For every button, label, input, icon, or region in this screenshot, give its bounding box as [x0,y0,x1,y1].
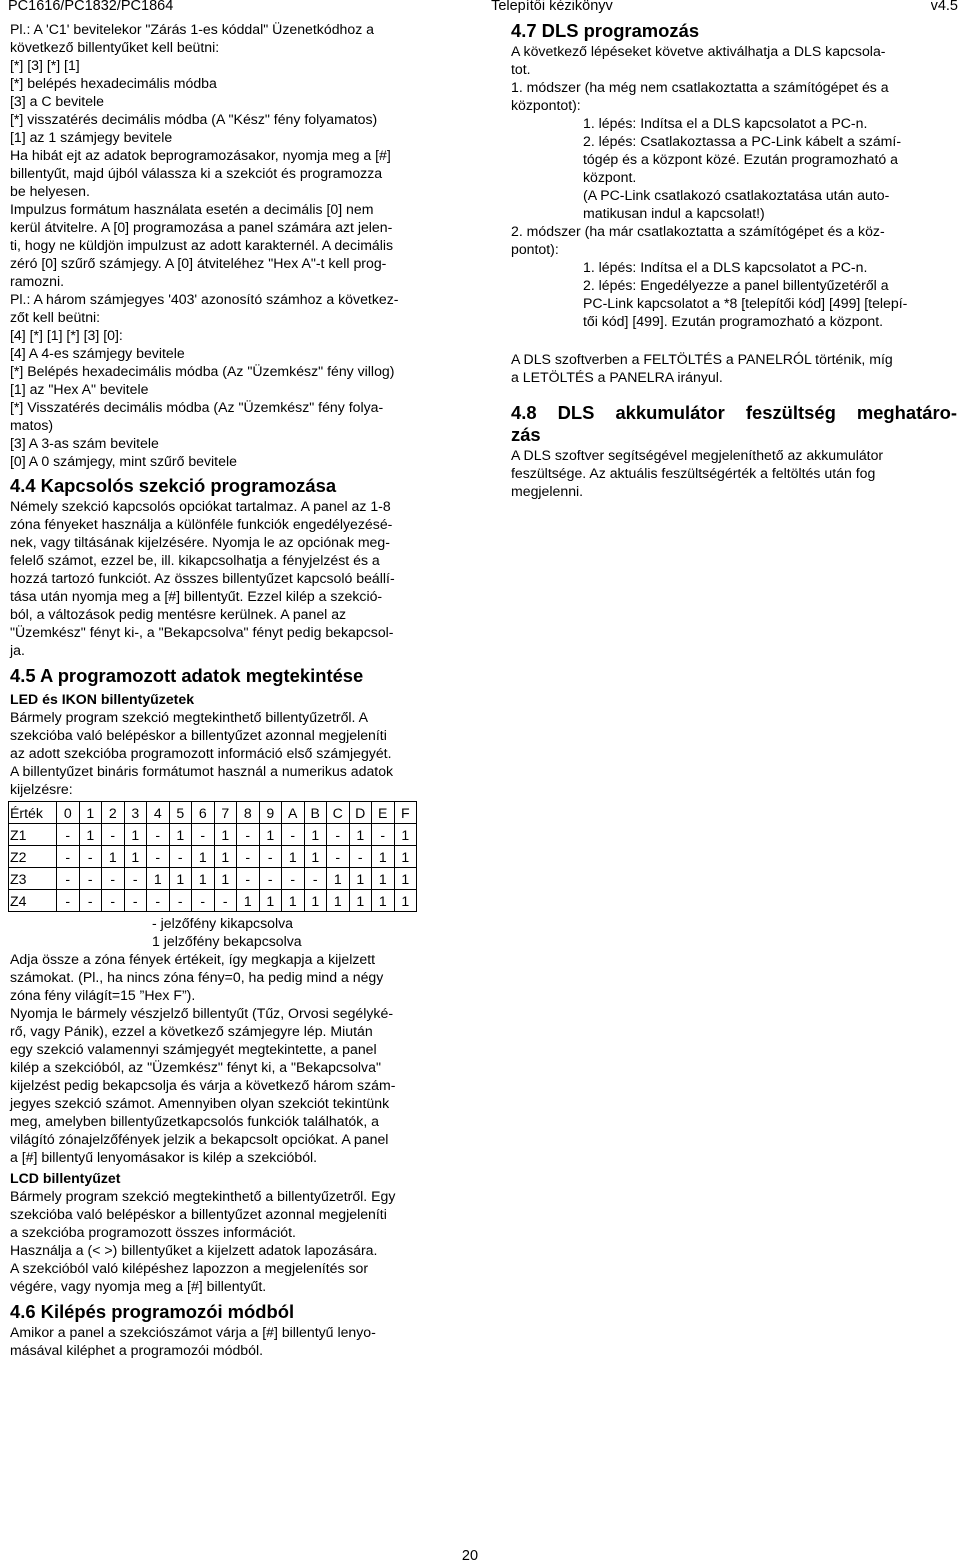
table-cell: - [327,824,350,846]
table-cell: E [372,802,395,824]
table-cell: 1 [304,890,327,912]
table-cell: - [57,846,80,868]
table-cell: - [124,868,147,890]
text-line: megjelenni. [511,483,584,499]
table-row [9,824,417,846]
table-cell: - [57,890,80,912]
section-4-5-body-b [10,950,454,1166]
table-header-row [9,802,417,824]
table-cell: 1 [304,824,327,846]
text-line: kijelzésre: [10,781,73,797]
table-cell: F [394,802,417,824]
text-line: zóna fényeket használja a különféle funkciók engedélyezésé- [10,516,393,532]
table-cell: - [214,890,237,912]
text-line: Bármely program szekció megtekinthető billentyűzetről. A [10,709,368,725]
table-cell: D [349,802,372,824]
table-cell: - [102,890,125,912]
text-line: [0] A 0 számjegy, mint szűrő bevitele [10,453,237,469]
table-cell: - [192,824,215,846]
table-cell: 1 [394,846,417,868]
text-line: Nyomja le bármely vészjelző billentyűt (Tűz, Orvosi segélyké- [10,1005,394,1021]
text-line: meg, amelyben billentyűzetkapcsolós funkciók találhatók, a [10,1113,379,1129]
table-row [9,890,417,912]
text-line: [*] Belépés hexadecimális módba (Az "Üzemkész" fény villog) [10,363,395,379]
table-cell: 1 [304,846,327,868]
text-line: Adja össze a zóna fények értékeit, így megkapja a kijelzett [10,951,376,967]
table-cell: 1 [124,846,147,868]
text-line: számokat. (Pl., ha nincs zóna fény=0, ha pedig mind a négy [10,969,384,985]
step-line: PC-Link kapcsolatot a *8 [telepítői kód] [499] [telepí- [583,295,908,311]
text-line: kilép a szekcióból, az "Üzemkész" fényt ki, a "Bekapcsolva" [10,1059,381,1075]
section-4-5-body-a [10,708,454,798]
text-line: [3] A 3-as szám bevitele [10,435,159,451]
table-cell: 4 [147,802,170,824]
text-line: zéró [0] szűrő számjegy. A [0] átviteléhez "Hex A"-t kell prog- [10,255,387,271]
table-cell: 1 [394,890,417,912]
table-cell: 1 [192,846,215,868]
step-line: matikusan indul a kapcsolat!) [583,205,765,221]
table-cell: 1 [79,824,102,846]
table-cell: 1 [372,868,395,890]
table-cell: - [372,824,395,846]
table-cell: 1 [394,824,417,846]
text-line: zőt kell beütni: [10,309,101,325]
section-heading-4-7: 4.7 DLS programozás [511,20,700,41]
table-cell: - [169,846,192,868]
section-4-4-body [10,497,454,659]
text-line: szekcióba való belépéskor a billentyűzet azonnal megjeleníti [10,727,387,743]
table-row-label: Érték [9,802,57,824]
page-header [8,0,958,14]
header-title: Telepítői kézikönyv [491,0,613,13]
text-line: a [#] billentyű lenyomásakor is kilép a szekcióból. [10,1149,318,1165]
table-row [9,846,417,868]
table-cell: B [304,802,327,824]
text-line: tot. [511,61,531,77]
table-cell: - [282,824,305,846]
table-cell: 1 [372,890,395,912]
method-2-title: 2. módszer (ha már csatlakoztatta a számítógépet és a köz- [511,223,885,239]
table-row-label: Z4 [9,890,57,912]
legend-off: - jelzőfény kikapcsolva [152,915,293,931]
table-cell: 7 [214,802,237,824]
table-cell: - [147,890,170,912]
table-cell: - [349,846,372,868]
table-cell: - [259,868,282,890]
table-cell: - [79,868,102,890]
page-number: 20 [461,1548,479,1564]
table-cell: 1 [327,868,350,890]
table-cell: - [169,890,192,912]
table-cell: - [304,868,327,890]
table-cell: - [102,824,125,846]
text-line: A billentyűzet bináris formátumot használ a numerikus adatok [10,763,394,779]
table-cell: 1 [349,824,372,846]
table-cell: 3 [124,802,147,824]
section-4-5-body-c [10,1187,454,1295]
table-cell: 1 [259,890,282,912]
table-cell: 1 [394,868,417,890]
table-cell: - [102,868,125,890]
text-line: A következő lépéseket követve aktiválhatja a DLS kapcsola- [511,43,886,59]
table-cell: 2 [102,802,125,824]
method-1-steps [511,114,957,222]
text-line: ti, hogy ne küldjön impulzust az adott karakternél. A decimális [10,237,394,253]
step-line: 1. lépés: Indítsa el a DLS kapcsolatot a PC-n. [583,115,868,131]
table-cell: - [259,846,282,868]
header-version: v4.5 [930,0,958,13]
text-line: egy szekció valamennyi számjegyét megtekintette, a panel [10,1041,377,1057]
section-4-6-body [10,1323,454,1359]
intro-block [10,20,454,470]
table-row-label: Z3 [9,868,57,890]
table-cell: A [282,802,305,824]
text-line: ramozni. [10,273,65,289]
left-column [10,20,454,1359]
header-model: PC1616/PC1832/PC1864 [8,0,174,13]
method-2-steps [511,258,957,330]
section-heading-4-8 [511,402,957,446]
text-line: Ha hibát ejt az adatok beprogramozásakor, nyomja meg a [#] [10,147,391,163]
step-line: 1. lépés: Indítsa el a DLS kapcsolatot a PC-n. [583,259,868,275]
text-line: [*] belépés hexadecimális módba [10,75,217,91]
step-line: (A PC-Link csatlakozó csatlakoztatása után auto- [583,187,890,203]
text-line: A DLS szoftverben a FELTÖLTÉS a PANELRÓL történik, míg [511,351,893,367]
table-cell: - [124,890,147,912]
text-line: billentyűt, majd újból válassza ki a szekciót és programozza [10,165,383,181]
text-line: rő, vagy Pánik), ezzel a következő számjegyre lép. Miután [10,1023,373,1039]
text-line: tása után nyomja meg a [#] billentyűt. Ezzel kilép a szekció- [10,588,383,604]
table-cell: 1 [214,868,237,890]
text-line: [4] [*] [1] [*] [3] [0]: [10,327,123,343]
text-line: a szekcióba programozott összes információt. [10,1224,296,1240]
text-line: Használja a (< >) billentyűket a kijelzett adatok lapozására. [10,1242,378,1258]
text-line: [*] Visszatérés decimális módba (Az "Üzemkész" fény folya- [10,399,384,415]
table-row [9,868,417,890]
table-cell: 1 [282,890,305,912]
method-1-title-cont: központot): [511,97,581,113]
section-heading-4-4: 4.4 Kapcsolós szekció programozása [10,475,337,496]
table-cell: - [237,846,260,868]
text-line: következő billentyűket kell beütni: [10,39,220,55]
text-line: [*] visszatérés decimális módba (A "Kész" fény folyamatos) [10,111,378,127]
table-cell: 1 [147,868,170,890]
text-line: felelő számot, ezzel be, ill. kikapcsolhatja a fényjelzést és a [10,552,380,568]
text-line: matos) [10,417,54,433]
table-cell: C [327,802,350,824]
text-line: Impulzus formátum használata esetén a decimális [0] nem [10,201,374,217]
table-cell: - [327,846,350,868]
table-cell: 1 [214,846,237,868]
text-line: [4] A 4-es számjegy bevitele [10,345,185,361]
table-cell: 0 [57,802,80,824]
text-line: ból, a változások pedig mentésre kerülnek. A panel az [10,606,347,622]
text-line: a LETÖLTÉS a PANELRA irányul. [511,369,723,385]
table-cell: - [237,868,260,890]
text-line: feszültsége. Az aktuális feszültségérték a feltöltés után fog [511,465,876,481]
step-line: 2. lépés: Engedélyezze a panel billentyűzetéről a [583,277,889,293]
method-2-title-cont: pontot): [511,241,559,257]
table-cell: 1 [237,890,260,912]
text-line: Pl.: A 'C1' bevitelekor "Zárás 1-es kóddal" Üzenetkódhoz a [10,21,375,37]
text-line: [1] az 1 számjegy bevitele [10,129,173,145]
table-cell: 1 [192,868,215,890]
text-line: kijelzést pedig bekapcsolja és várja a következő három szám- [10,1077,396,1093]
table-cell: 1 [169,868,192,890]
table-cell: 1 [102,846,125,868]
table-cell: - [147,846,170,868]
text-line: Némely szekció kapcsolós opciókat tartalmaz. A panel az 1-8 [10,498,391,514]
section-heading-4-5: 4.5 A programozott adatok megtekintése [10,665,364,686]
table-cell: 1 [349,890,372,912]
text-line: kerül átvitelre. A [0] programozása a panel számára azt jelen- [10,219,393,235]
table-cell: - [79,890,102,912]
text-line: szekcióba való belépéskor a billentyűzet azonnal megjeleníti [10,1206,387,1222]
text-line: jegyes szekció számot. Amennyiben olyan szekciót tekintünk [10,1095,390,1111]
table-cell: 1 [259,824,282,846]
table-cell: 1 [282,846,305,868]
table-cell: - [192,890,215,912]
table-cell: 1 [349,868,372,890]
table-cell: - [79,846,102,868]
table-cell: - [282,868,305,890]
table-cell: 8 [237,802,260,824]
table-cell: - [237,824,260,846]
table-row-label: Z2 [9,846,57,868]
text-line: végére, vagy nyomja meg a [#] billentyűt. [10,1278,267,1294]
text-line: Pl.: A három számjegyes '403' azonosító számhoz a következ- [10,291,399,307]
text-line: másával kiléphet a programozói módból. [10,1342,264,1358]
text-line: az adott szekcióba programozott információ első számjegyét. [10,745,392,761]
table-cell: - [57,824,80,846]
method-1-title: 1. módszer (ha még nem csatlakoztatta a számítógépet és a [511,79,889,95]
text-line: nek, vagy tiltásának kijelzésére. Nyomja le az opciónak meg- [10,534,390,550]
text-line: A szekcióból való kilépéshez lapozzon a megjelenítés sor [10,1260,369,1276]
table-cell: 6 [192,802,215,824]
right-column [511,20,957,500]
text-line: be helyesen. [10,183,90,199]
step-line: 2. lépés: Csatlakoztassa a PC-Link kábelt a számí- [583,133,902,149]
text-line: [3] a C bevitele [10,93,105,109]
table-cell: 1 [169,824,192,846]
step-line: központ. [583,169,637,185]
table-cell: - [147,824,170,846]
table-cell: 5 [169,802,192,824]
table-cell: 1 [372,846,395,868]
text-line: "Üzemkész" fényt ki-, a "Bekapcsolva" fényt pedig bekapcsol- [10,624,394,640]
subheading-lcd: LCD billentyűzet [10,1170,121,1186]
section-heading-4-6: 4.6 Kilépés programozói módból [10,1301,295,1322]
text-line: Amikor a panel a szekciószámot várja a [#] billentyű lenyo- [10,1324,376,1340]
legend-on: 1 jelzőfény bekapcsolva [152,933,302,949]
step-line: tógép és a központ közé. Ezután programozható a [583,151,898,167]
text-line: [*] [3] [*] [1] [10,57,80,73]
table-cell: 1 [214,824,237,846]
text-line: A DLS szoftver segítségével megjeleníthető az akkumulátor [511,447,884,463]
table-cell: 1 [124,824,147,846]
text-line: zóna fény világít=15 ”Hex F”). [10,987,196,1003]
text-line: [1] az "Hex A" bevitele [10,381,149,397]
text-line: ja. [10,642,25,658]
step-line: tői kód] [499]. Ezután programozható a központ. [583,313,884,329]
subheading-led-ikon: LED és IKON billentyűzetek [10,691,195,707]
table-cell: 9 [259,802,282,824]
text-line: Bármely program szekció megtekinthető a billentyűzetről. Egy [10,1188,396,1204]
text-line: hozzá tartozó funkciót. Az összes billentyűzet kapcsoló beállí- [10,570,395,586]
table-cell: - [57,868,80,890]
table-cell: 1 [79,802,102,824]
table-cell: 1 [327,890,350,912]
heading-line: 4.8 DLS akkumulátor feszültség meghatáro- [511,402,957,423]
heading-line: zás [511,424,541,445]
binary-format-table [8,801,417,912]
text-line: világító zónajelzőfények jelzik a bekapcsolt opciókat. A panel [10,1131,389,1147]
table-row-label: Z1 [9,824,57,846]
